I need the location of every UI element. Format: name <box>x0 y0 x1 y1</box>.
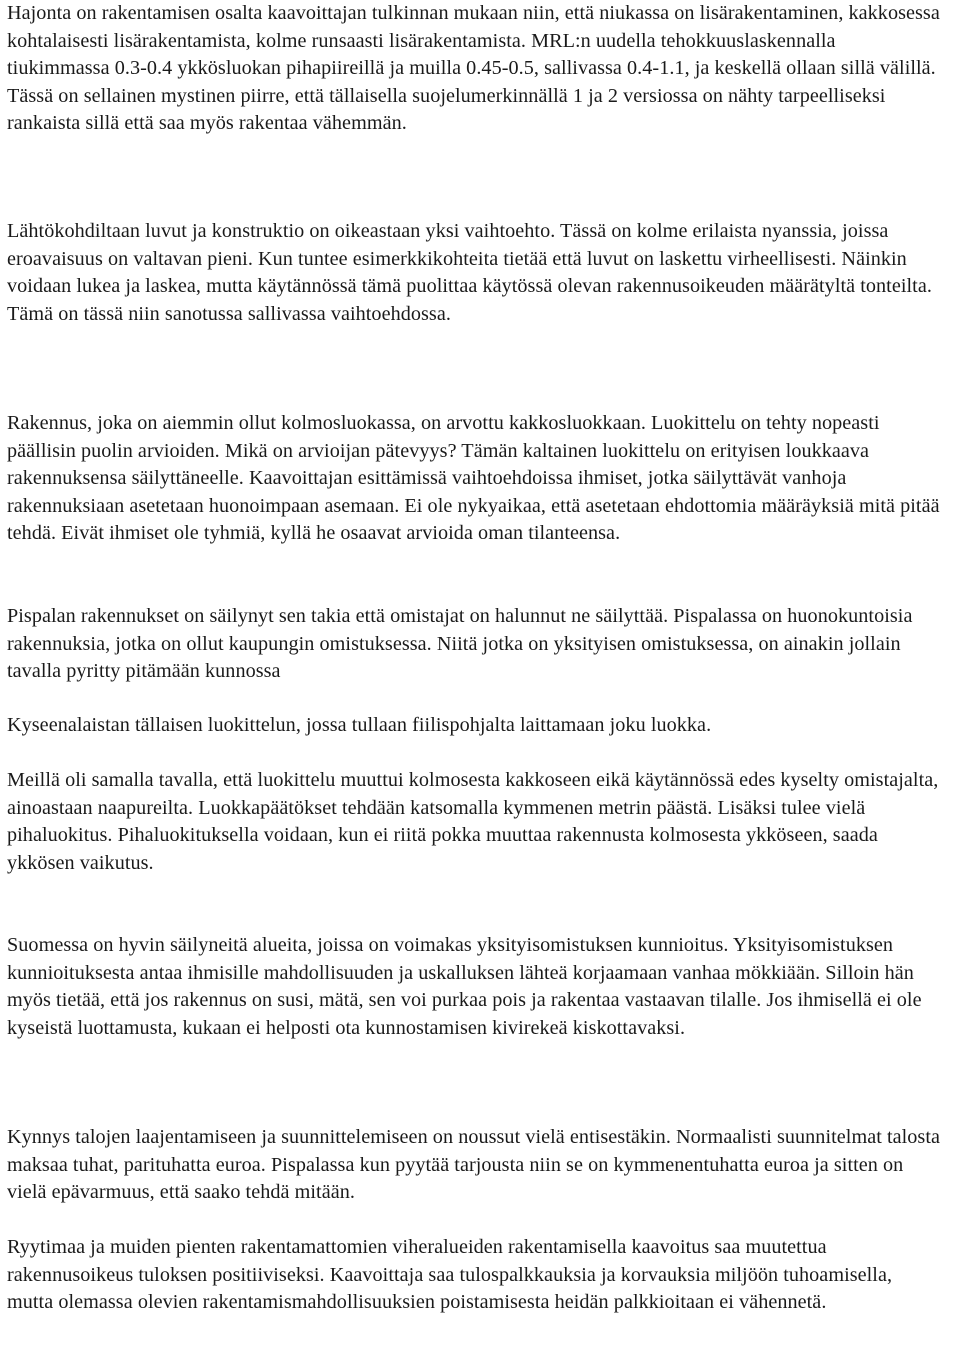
paragraph-8: Kynnys talojen laajentamiseen ja suunnittelemiseen on noussut vielä entisestäkin. Normaalisti suunnitelmat talosta maksaa tuhat, parituhatta euroa. Pispalassa kun pyytää tarjousta niin se on kymmenentuhatta euroa ja sitten on vielä epävarmuus, että saako tehdä mitään. <box>7 1126 941 1203</box>
paragraph-1: Hajonta on rakentamisen osalta kaavoittajan tulkinnan mukaan niin, että niukassa on lisärakentaminen, kakkosessa kohtalaisesti lisärakentamista, kolme runsaasti lisärakentamista. MRL:n uudella tehokkuuslaskennalla tiukimmassa 0.3-0.4 ykkösluokan pihapiireillä ja muilla 0.45-0.5, sallivassa 0.4-1.1, ja keskellä ollaan sillä välillä. Tässä on sellainen mystinen piirre, että tällaisella suojelumerkinnällä 1 ja 2 versiossa on nähty tarpeelliseksi rankaista sillä että saa myös rakentaa vähemmän. <box>7 2 940 134</box>
paragraph-4: Pispalan rakennukset on säilynyt sen takia että omistajat on halunnut ne säilyttää. Pispalassa on huonokuntoisia rakennuksia, jotka on ollut kaupungin omistuksessa. Niitä jotka on yksityisen omistuksessa, on ainakin jollain tavalla pyritty pitämään kunnossa <box>7 605 913 682</box>
paragraph-3: Rakennus, joka on aiemmin ollut kolmosluokassa, on arvottu kakkosluokkaan. Luokittelu on tehty nopeasti päällisin puolin arvioiden. Mikä on arvioijan pätevyys? Tämän kaltainen luokittelu on erityisen loukkaava rakennuksensa säilyttäneelle. Kaavoittajan esittämissä vaihtoehdoissa ihmiset, jotka säilyttävät vanhoja rakennuksiaan asetetaan huonoimpaan asemaan. Ei ole nykyaikaa, että asetetaan ehdottomia määräyksiä mitä pitää tehdä. Eivät ihmiset ole tyhmiä, kyllä he osaavat arvioida oman tilanteensa. <box>7 412 940 544</box>
paragraph-2: Lähtökohdiltaan luvut ja konstruktio on oikeastaan yksi vaihtoehto. Tässä on kolme erilaista nyanssia, joissa eroavaisuus on valtavan pieni. Kun tuntee esimerkkikohteita tietää että luvut on laskettu virheellisesti. Näinkin voidaan lukea ja laskea, mutta käytännössä tämä puolittaa käytössä olevan rakennusoikeuden määrätyltä tonteilta. Tämä on tässä niin sanotussa sallivassa vaihtoehdossa. <box>7 220 932 325</box>
paragraph-6: Meillä oli samalla tavalla, että luokittelu muuttui kolmosesta kakkoseen eikä käytännössä edes kyselty omistajalta, ainoastaan naapureilta. Luokkapäätökset tehdään katsomalla kymmenen metrin päästä. Lisäksi tulee vielä pihaluokitus. Pihaluokituksella voidaan, kun ei riitä pokka muuttaa rakennusta kolmosesta ykköseen, saada ykkösen vaikutus. <box>7 769 939 874</box>
paragraph-7: Suomessa on hyvin säilyneitä alueita, joissa on voimakas yksityisomistuksen kunnioitus. Yksityisomistuksen kunnioituksesta antaa ihmisille mahdollisuuden ja uskalluksen lähteä korjaamaan vanhaa mökkiään. Silloin hän myös tietää, että jos rakennus on susi, mätä, sen voi purkaa pois ja rakentaa vastaavan tilalle. Jos ihmisellä ei ole kyseistä luottamusta, kukaan ei helposti ota kunnostamisen kivirekeä kiskottavaksi. <box>7 934 922 1039</box>
paragraph-5: Kyseenalaistan tällaisen luokittelun, jossa tullaan fiilispohjalta laittamaan joku luokka. <box>7 714 712 736</box>
paragraph-9: Ryytimaa ja muiden pienten rakentamattomien viheralueiden rakentamisella kaavoitus saa muutettua rakennusoikeus tuloksen positiiviseksi. Kaavoittaja saa tulospalkkauksia ja korvauksia miljöön tuhoamisella, mutta olemassa olevien rakentamismahdollisuuksien poistamisesta heidän palkkioitaan ei vähennetä. <box>7 1236 893 1313</box>
